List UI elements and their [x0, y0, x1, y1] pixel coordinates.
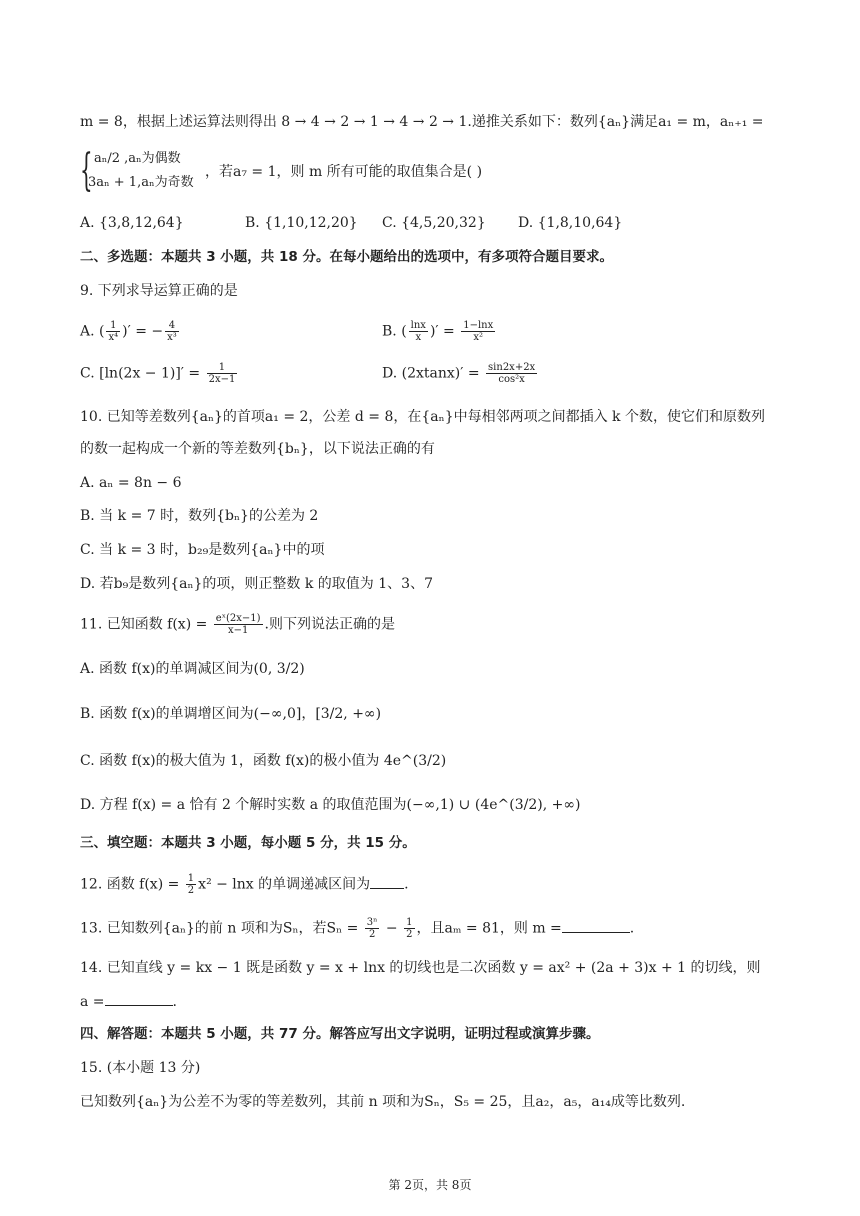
q14-line-1: 14. 已知直线 y = kx − 1 既是函数 y = x + lnx 的切线也是二次函数 y = ax² + (2a + 3)x + 1 的切线，则	[80, 960, 761, 976]
q12-end: .	[404, 876, 409, 893]
q12-answer-blank	[370, 874, 404, 889]
q9-a-mid: ′ = −	[127, 323, 164, 340]
q10-stem-line-2: 的数一起构成一个新的等差数列{bₙ}，以下说法正确的有	[80, 441, 435, 457]
q9-c-prefix: C. [ln(2x − 1)]′ =	[80, 365, 205, 382]
q9-b-den2: x²	[473, 332, 484, 343]
q11-stem-suffix: .则下列说法正确的是	[264, 616, 395, 633]
q11-stem	[80, 613, 395, 636]
page-footer: 第 2页，共 8页	[388, 1178, 472, 1192]
q9-b-frac-2	[461, 320, 495, 343]
q12-num: 1	[187, 873, 195, 884]
q9-b-den1: x	[415, 332, 422, 343]
q12-den: 2	[187, 885, 195, 896]
intro-line-1: m = 8，根据上述运算法则得出 8 → 4 → 2 → 1 → 4 → 2 → 1.递推关系如下：数列{aₙ}满足a₁ = m，aₙ₊₁ =	[80, 114, 764, 130]
q9-d-num: sin2x+2x	[488, 362, 536, 373]
q11-option-b: B. 函数 f(x)的单调增区间为(−∞,0]，[3/2, +∞)	[80, 706, 382, 722]
q11-stem-prefix: 11. 已知函数 f(x) =	[80, 616, 212, 633]
q13-den2: 2	[406, 929, 413, 940]
q9-a-num1: 1	[106, 320, 120, 332]
q12-frac	[186, 873, 196, 896]
q9-c-num: 1	[207, 362, 238, 374]
q9-d-prefix: D. (2xtanx)′ =	[382, 365, 485, 382]
q13-end: .	[629, 920, 635, 937]
q9-b-mid: ′ =	[435, 323, 460, 340]
q13-frac-2	[404, 917, 414, 940]
q9-b-num1: lnx	[410, 320, 426, 331]
q8-option-d: D. {1,8,10,64}	[518, 215, 623, 231]
q9-option-b: B. ( $\frac{\ln x}{x}$ )′ = $\frac{1-\ln x}{\text{x²}}$	[382, 320, 494, 343]
q13-answer-blank	[562, 918, 630, 933]
q13-mid: −	[381, 920, 403, 937]
q15-title: 15. (本小题 13 分)	[80, 1060, 201, 1076]
q9-a-den2: x³	[167, 332, 177, 343]
q9-stem: 9. 下列求导运算正确的是	[80, 283, 238, 299]
q10-stem-line-1: 10. 已知等差数列{aₙ}的首项a₁ = 2，公差 d = 8，在{aₙ}中每相邻两项之间都插入 k 个数，使它们和原数列	[80, 409, 765, 425]
q10-option-b: B. 当 k = 7 时，数列{bₙ}的公差为 2	[80, 508, 319, 524]
q15-stem: 已知数列{aₙ}为公差不为零的等差数列，其前 n 项和为Sₙ，S₅ = 25，且a₂，a₅，a₁₄成等比数列.	[80, 1094, 686, 1110]
q10-option-c: C. 当 k = 3 时，b₂₉是数列{aₙ}中的项	[80, 542, 325, 558]
case-odd: 3aₙ + 1,aₙ为奇数	[88, 175, 194, 190]
q13-prefix: 13. 已知数列{aₙ}的前 n 项和为Sₙ，若Sₙ =	[80, 920, 363, 937]
q12-suffix: x² − lnx 的单调递减区间为	[198, 876, 371, 893]
left-brace: {	[80, 145, 93, 196]
q9-b-frac-1	[409, 320, 428, 343]
q9-c-den: 2x−1	[208, 374, 236, 385]
q9-c-frac	[207, 362, 238, 385]
q9-option-d	[382, 362, 539, 385]
q11-num: eˣ(2x−1)	[215, 613, 261, 624]
q9-a-frac-1	[106, 320, 120, 343]
q9-a-den1: x⁴	[108, 332, 119, 343]
q9-b-prefix: B.	[382, 323, 402, 340]
q13-num2: 1	[406, 917, 413, 928]
q8-option-b: B. {1,10,12,20}	[245, 215, 358, 231]
q11-option-d: D. 方程 f(x) = a 恰有 2 个解时实数 a 的取值范围为(−∞,1) ∪ (4e^(3/2), +∞)	[80, 797, 581, 813]
intro-condition: ，若a₇ = 1，则 m 所有可能的取值集合是( )	[205, 164, 483, 180]
q8-option-a: A. {3,8,12,64}	[80, 215, 184, 231]
case-even: aₙ/2 ,aₙ为偶数	[94, 151, 181, 166]
q11-option-c: C. 函数 f(x)的极大值为 1，函数 f(x)的极小值为 4e^(3/2)	[80, 753, 447, 769]
q9-a-prefix: A.	[80, 323, 100, 340]
q13-frac-1	[365, 917, 380, 940]
q14-line-2	[80, 991, 177, 1012]
q11-den: x−1	[227, 625, 249, 636]
q9-a-frac-2	[165, 320, 179, 343]
q13-num1: 3ⁿ	[366, 917, 378, 928]
q9-option-c	[80, 362, 239, 385]
q9-d-frac	[486, 362, 537, 385]
q14-answer-label: a =	[80, 994, 105, 1010]
q11-frac	[214, 613, 263, 636]
q12	[80, 873, 409, 896]
q9-d-den: cos²x	[498, 374, 525, 385]
section-3-heading: 三、填空题：本题共 3 小题，每小题 5 分，共 15 分。	[80, 835, 416, 851]
q8-option-c: C. {4,5,20,32}	[382, 215, 486, 231]
q10-option-a: A. aₙ = 8n − 6	[80, 475, 182, 491]
q9-b-num2: 1−lnx	[463, 320, 494, 331]
q13	[80, 917, 634, 940]
q12-prefix: 12. 函数 f(x) =	[80, 876, 184, 893]
q13-den1: 2	[368, 929, 376, 940]
q9-a-num2: 4	[165, 320, 179, 332]
q11-option-a: A. 函数 f(x)的单调减区间为(0, 3/2)	[80, 661, 305, 677]
section-4-heading: 四、解答题：本题共 5 小题，共 77 分。解答应写出文字说明，证明过程或演算步骤。	[80, 1026, 600, 1042]
q10-option-d: D. 若b₉是数列{aₙ}的项，则正整数 k 的取值为 1、3、7	[80, 576, 433, 592]
q13-suffix: ，且aₘ = 81，则 m =	[416, 920, 562, 937]
q14-answer-blank	[105, 991, 173, 1006]
section-2-heading: 二、多选题：本题共 3 小题，共 18 分。在每小题给出的选项中，有多项符合题目要求。	[80, 249, 613, 265]
q14-end: .	[172, 994, 177, 1010]
q9-option-a: A. ( $\frac{1}{\text{x⁴}}$ )′ = − $\frac{4}{\text{x³}}$	[80, 320, 177, 343]
